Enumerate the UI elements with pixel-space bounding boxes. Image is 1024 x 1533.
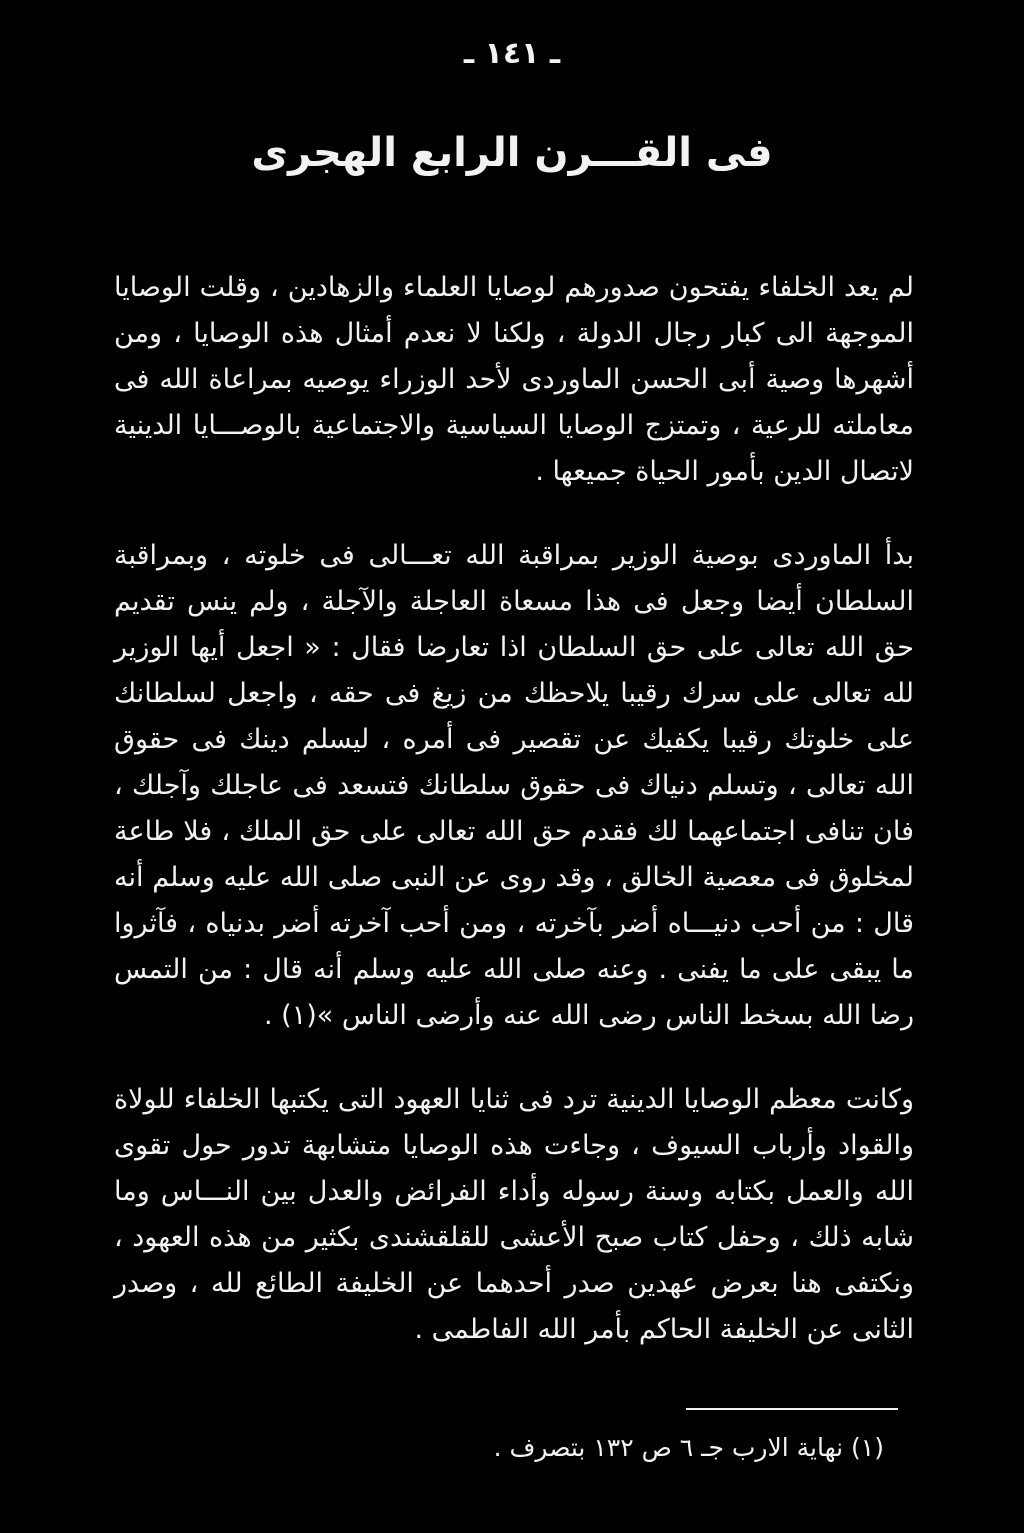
chapter-title: فى القـــرن الرابع الهجرى (251, 130, 773, 176)
page-number: ـ ١٤١ ـ (463, 36, 561, 71)
footnote: (١) نهاية الارب جـ ٦ ص ١٣٢ بتصرف . (493, 1433, 884, 1462)
paragraph-3: وكانت معظم الوصايا الدينية ترد فى ثنايا العهود التى يكتبها الخلفاء للولاة والقواد وأرباب السيوف ، وجاءت هذه الوصايا متشابهة تدور حول تقوى الله والعمل بكتابه وسنة رسوله وأداء الفرائض والعدل بين النـــاس وما شابه ذلك ، وحفل كتاب صبح الأعشى للقلقشندى بكثير من هذه العهود ، ونكتفى هنا بعرض عهدين صدر أحدهما عن الخليفة الطائع لله ، وصدر الثانى عن الخليفة الحاكم بأمر الله الفاطمى . (114, 1084, 914, 1345)
paragraph-2: بدأ الماوردى بوصية الوزير بمراقبة الله تعـــالى فى خلوته ، وبمراقبة السلطان أيضا وجعل فى هذا مسعاة العاجلة والآجلة ، ولم ينس تقديم حق الله تعالى على حق السلطان اذا تعارضا فقال : « اجعل أيها الوزير لله تعالى على سرك رقيبا يلاحظك من زيغ فى حقه ، واجعل لسلطانك على خلوتك رقيبا يكفيك عن تقصير فى أمره ، ليسلم دينك فى حقوق الله تعالى ، وتسلم دنياك فى حقوق سلطانك فتسعد فى عاجلك وآجلك ، فان تنافى اجتماعهما لك فقدم حق الله تعالى على حق الملك ، فلا طاعة لمخلوق فى معصية الخالق ، وقد روى عن النبى صلى الله عليه وسلم أنه قال : من أحب دنيـــاه أضر بآخرته ، ومن أحب آخرته أضر بدنياه ، فآثروا ما يبقى على ما يفنى . وعنه صلى الله عليه وسلم أنه قال : من التمس رضا الله بسخط الناس رضى الله عنه وأرضى الناس »(١) . (114, 540, 914, 1031)
paragraph-1: لم يعد الخلفاء يفتحون صدورهم لوصايا العلماء والزهادين ، وقلت الوصايا الموجهة الى كبار رجال الدولة ، ولكنا لا نعدم أمثال هذه الوصايا ، ومن أشهرها وصية أبى الحسن الماوردى لأحد الوزراء يوصيه بمراعاة الله فى معاملته للرعية ، وتمتزج الوصايا السياسية والاجتماعية بالوصـــايا الدينية لاتصال الدين بأمور الحياة جميعها . (114, 272, 914, 487)
footnote-divider (686, 1408, 898, 1410)
